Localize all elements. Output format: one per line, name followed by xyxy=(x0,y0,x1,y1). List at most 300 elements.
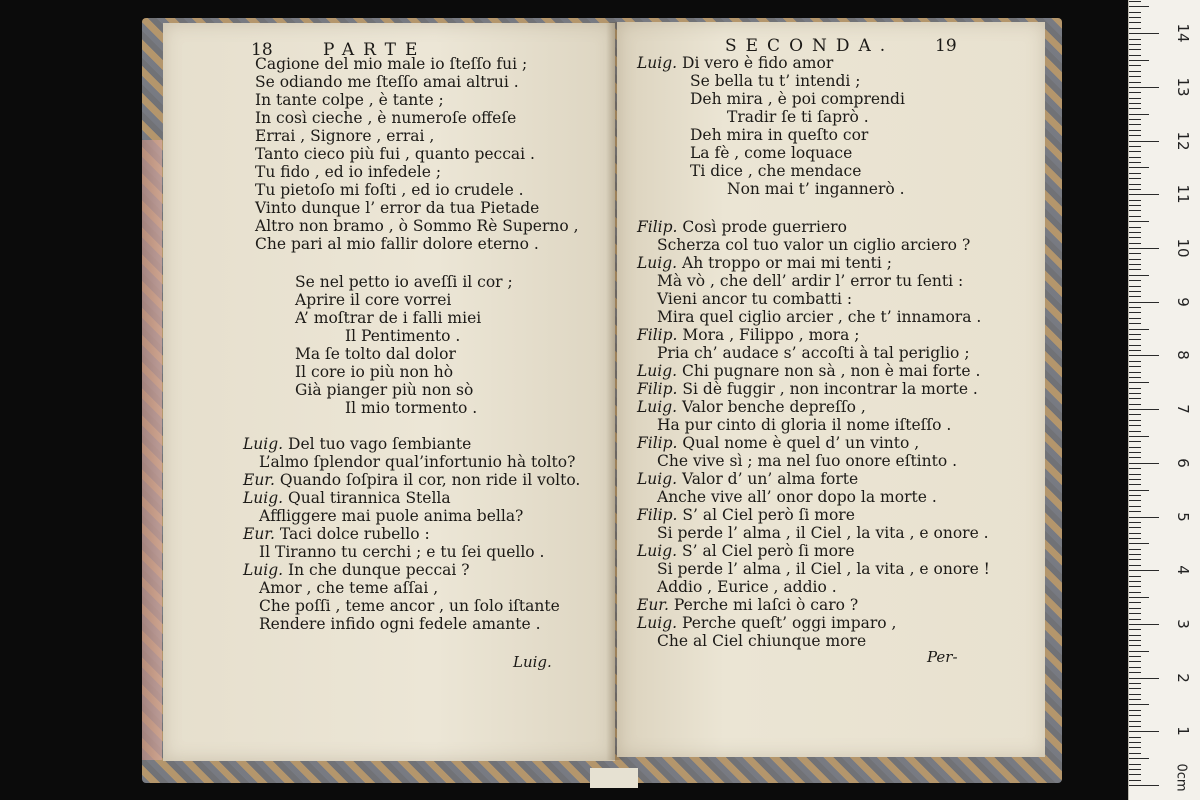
ruler-tick xyxy=(1129,377,1141,378)
catchword: Per- xyxy=(927,648,958,666)
verse-line xyxy=(243,489,451,507)
line-text: Già pianger più non sò xyxy=(295,381,474,399)
ruler-tick xyxy=(1129,124,1141,125)
verse-line xyxy=(690,162,861,180)
line-text: Amor , che teme aſſai , xyxy=(259,579,439,597)
verse-line xyxy=(690,126,868,144)
speaker-label: Filip. xyxy=(637,218,678,236)
verse-line xyxy=(295,273,513,291)
ruler-tick xyxy=(1129,522,1141,523)
ruler-tick xyxy=(1129,441,1141,442)
ruler-tick xyxy=(1129,597,1149,598)
speaker-label: Luig. xyxy=(637,398,678,416)
verse-line xyxy=(657,632,866,650)
line-text: In tante colpe , è tante ; xyxy=(255,91,444,109)
line-text: Valor d’ un’ alma forte xyxy=(677,470,859,488)
ruler-tick xyxy=(1129,275,1149,276)
ruler-tick xyxy=(1129,570,1159,571)
ruler-tick xyxy=(1129,28,1141,29)
verse-line xyxy=(243,561,470,579)
ruler-tick xyxy=(1129,490,1149,491)
ruler-tick xyxy=(1129,699,1141,700)
ruler-tick xyxy=(1129,608,1141,609)
ruler-tick xyxy=(1129,49,1141,50)
page-number: 18 xyxy=(251,40,273,60)
ruler-tick xyxy=(1129,474,1141,475)
ruler-tick xyxy=(1129,688,1141,689)
verse-line xyxy=(727,180,905,198)
ruler-tick xyxy=(1129,420,1141,421)
line-text: In che dunque peccai ? xyxy=(283,561,470,579)
speaker-label: Luig. xyxy=(637,254,678,272)
line-text: Ti dice , che mendace xyxy=(690,162,862,180)
ruler-tick xyxy=(1129,559,1141,560)
ruler-number: 4 xyxy=(1174,565,1192,575)
measuring-ruler xyxy=(1128,0,1200,800)
ruler-tick xyxy=(1129,672,1141,673)
line-text: Deh mira in queſto cor xyxy=(690,126,869,144)
ruler-tick xyxy=(1129,302,1159,303)
left-page xyxy=(163,23,615,761)
line-text: Mira quel ciglio arcier , che t’ innamora . xyxy=(657,308,982,326)
verse-line xyxy=(243,525,430,543)
line-text: Il Pentimento . xyxy=(345,327,461,345)
line-text: Qual nome è quel d’ un vinto , xyxy=(677,434,920,452)
ruler-tick xyxy=(1129,533,1141,534)
ruler-tick xyxy=(1129,329,1149,330)
line-text: Così prode guerriero xyxy=(677,218,847,236)
ruler-tick xyxy=(1129,141,1159,142)
line-text: Vinto dunque l’ error da tua Pietade xyxy=(255,199,540,217)
ruler-tick xyxy=(1129,758,1149,759)
verse-line xyxy=(345,327,460,345)
verse-line xyxy=(295,291,451,309)
verse-line xyxy=(637,380,978,398)
line-text: Il mio tormento . xyxy=(345,399,478,417)
ruler-tick xyxy=(1129,280,1141,281)
line-text: Il core io più non hò xyxy=(295,363,454,381)
verse-line xyxy=(259,543,545,561)
ruler-tick xyxy=(1129,227,1141,228)
line-text: In così cieche , è numeroſe offeſe xyxy=(255,109,517,127)
spine-tab xyxy=(590,768,638,788)
verse-line xyxy=(657,452,957,470)
ruler-number: 13 xyxy=(1174,77,1192,97)
catchword: Luig. xyxy=(513,653,552,671)
verse-line xyxy=(657,560,990,578)
ruler-tick xyxy=(1129,232,1141,233)
ruler-tick xyxy=(1129,457,1141,458)
line-text: Ma ſe tolto dal dolor xyxy=(295,345,456,363)
ruler-tick xyxy=(1129,323,1141,324)
ruler-tick xyxy=(1129,296,1141,297)
verse-line xyxy=(657,488,937,506)
ruler-tick xyxy=(1129,55,1141,56)
ruler-tick xyxy=(1129,184,1141,185)
ruler-tick xyxy=(1129,667,1141,668)
verse-line xyxy=(637,218,847,236)
verse-line xyxy=(243,435,471,453)
ruler-tick xyxy=(1129,543,1149,544)
right-page xyxy=(617,22,1045,757)
line-text: Se bella tu t’ intendi ; xyxy=(690,72,861,90)
line-text: Ha pur cinto di gloria il nome iſteſſo . xyxy=(657,416,952,434)
ruler-tick xyxy=(1129,39,1141,40)
ruler-tick xyxy=(1129,737,1141,738)
ruler-tick xyxy=(1129,640,1141,641)
ruler-tick xyxy=(1129,678,1159,679)
ruler-tick xyxy=(1129,425,1141,426)
verse-line xyxy=(657,416,951,434)
verse-line xyxy=(657,308,981,326)
ruler-tick xyxy=(1129,151,1141,152)
line-text: Altro non bramo , ò Sommo Rè Superno , xyxy=(255,217,579,235)
verse-line xyxy=(255,55,527,73)
ruler-tick xyxy=(1129,372,1141,373)
line-text: Tu pietoſo mi foſti , ed io crudele . xyxy=(255,181,524,199)
line-text: Tanto cieco più fui , quanto peccai . xyxy=(255,145,535,163)
verse-line xyxy=(637,470,858,488)
verse-line xyxy=(637,596,858,614)
ruler-tick xyxy=(1129,243,1141,244)
ruler-tick xyxy=(1129,312,1141,313)
ruler-tick xyxy=(1129,157,1141,158)
ruler-tick xyxy=(1129,565,1141,566)
verse-line xyxy=(255,199,539,217)
ruler-tick xyxy=(1129,269,1141,270)
ruler-tick xyxy=(1129,645,1141,646)
ruler-tick xyxy=(1129,409,1159,410)
ruler-tick xyxy=(1129,785,1159,786)
ruler-tick xyxy=(1129,753,1141,754)
ruler-tick xyxy=(1129,447,1141,448)
speaker-label: Eur. xyxy=(243,525,275,543)
line-text: Se odiando me ſteſſo amai altrui . xyxy=(255,73,519,91)
ruler-number: 12 xyxy=(1174,131,1192,151)
ruler-tick xyxy=(1129,388,1141,389)
ruler-tick xyxy=(1129,33,1159,34)
line-text: Chi pugnare non sà , non è mai forte . xyxy=(677,362,981,380)
ruler-number: 10 xyxy=(1174,238,1192,258)
verse-line xyxy=(295,345,456,363)
verse-line xyxy=(345,399,477,417)
verse-line xyxy=(255,181,524,199)
line-text: Che pari al mio fallir dolore eterno . xyxy=(255,235,539,253)
line-text: Che al Ciel chiunque more xyxy=(657,632,867,650)
ruler-tick xyxy=(1129,130,1141,131)
line-text: Valor benche depreſſo , xyxy=(677,398,866,416)
line-text: Rendere infido ogni fedele amante . xyxy=(259,615,541,633)
verse-line xyxy=(637,254,892,272)
ruler-tick xyxy=(1129,500,1141,501)
ruler-unit: 0cm xyxy=(1173,763,1189,792)
ruler-tick xyxy=(1129,361,1141,362)
ruler-tick xyxy=(1129,350,1141,351)
ruler-tick xyxy=(1129,726,1141,727)
speaker-label: Luig. xyxy=(637,470,678,488)
verse-line xyxy=(727,108,869,126)
verse-line xyxy=(259,453,575,471)
verse-line xyxy=(255,235,539,253)
ruler-tick xyxy=(1129,205,1141,206)
line-text: A’ moſtrar de i falli miei xyxy=(295,309,482,327)
verse-line xyxy=(690,90,905,108)
line-text: Ah troppo or mai mi tenti ; xyxy=(677,254,892,272)
line-text: Che poſſi , teme ancor , un ſolo iſtante xyxy=(259,597,560,615)
ruler-tick xyxy=(1129,307,1141,308)
ruler-tick xyxy=(1129,135,1141,136)
ruler-tick xyxy=(1129,452,1141,453)
verse-line xyxy=(690,144,852,162)
ruler-tick xyxy=(1129,774,1141,775)
ruler-tick xyxy=(1129,87,1159,88)
ruler-tick xyxy=(1129,629,1141,630)
ruler-tick xyxy=(1129,479,1141,480)
ruler-tick xyxy=(1129,162,1141,163)
verse-line xyxy=(657,272,963,290)
verse-line xyxy=(259,507,523,525)
ruler-number: 1 xyxy=(1174,726,1192,737)
ruler-tick xyxy=(1129,194,1159,195)
ruler-tick xyxy=(1129,291,1141,292)
ruler-tick xyxy=(1129,436,1149,437)
verse-line xyxy=(259,579,438,597)
ruler-tick xyxy=(1129,635,1141,636)
line-text: Tu fido , ed io infedele ; xyxy=(255,163,442,181)
ruler-tick xyxy=(1129,731,1159,732)
speaker-label: Filip. xyxy=(637,326,678,344)
ruler-tick xyxy=(1129,747,1141,748)
line-text: S’ al Ciel però ſi more xyxy=(677,506,855,524)
ruler-number: 6 xyxy=(1174,458,1192,468)
ruler-tick xyxy=(1129,414,1141,415)
ruler-tick xyxy=(1129,216,1141,217)
line-text: Anche vive all’ onor dopo la morte . xyxy=(657,488,937,506)
speaker-label: Luig. xyxy=(637,614,678,632)
line-text: Vieni ancor tu combatti : xyxy=(657,290,853,308)
ruler-tick xyxy=(1129,554,1141,555)
ruler-tick xyxy=(1129,694,1141,695)
ruler-tick xyxy=(1129,98,1141,99)
verse-line xyxy=(637,398,866,416)
ruler-tick xyxy=(1129,495,1141,496)
running-head: PARTE xyxy=(323,40,427,60)
ruler-tick xyxy=(1129,393,1141,394)
ruler-tick xyxy=(1129,506,1141,507)
line-text: Cagione del mio male io ſteſſo fui ; xyxy=(255,55,528,73)
ruler-number: 7 xyxy=(1174,404,1192,414)
speaker-label: Filip. xyxy=(637,506,678,524)
ruler-tick xyxy=(1129,431,1141,432)
speaker-label: Eur. xyxy=(637,596,669,614)
verse-line xyxy=(657,578,837,596)
ruler-tick xyxy=(1129,355,1159,356)
speaker-label: Luig. xyxy=(243,561,284,579)
ruler-tick xyxy=(1129,656,1141,657)
ruler-tick xyxy=(1129,404,1141,405)
line-text: Se nel petto io aveſſi il cor ; xyxy=(295,273,513,291)
ruler-tick xyxy=(1129,334,1141,335)
verse-line xyxy=(259,615,541,633)
verse-line xyxy=(637,542,855,560)
ruler-tick xyxy=(1129,178,1141,179)
ruler-tick xyxy=(1129,17,1141,18)
ruler-tick xyxy=(1129,22,1141,23)
ruler-tick xyxy=(1129,586,1141,587)
ruler-tick xyxy=(1129,103,1141,104)
line-text: Mora , Filippo , mora ; xyxy=(677,326,860,344)
line-text: Scherza col tuo valor un ciglio arciero ? xyxy=(657,236,971,254)
line-text: La fè , come loquace xyxy=(690,144,853,162)
line-text: Qual tirannica Stella xyxy=(283,489,451,507)
ruler-tick xyxy=(1129,661,1141,662)
ruler-tick xyxy=(1129,65,1141,66)
line-text: Taci dolce rubello : xyxy=(274,525,430,543)
verse-line xyxy=(255,91,444,109)
line-text: Si dè fuggir , non incontrar la morte . xyxy=(677,380,978,398)
line-text: Quando ſoſpira il cor, non ride il volto. xyxy=(274,471,581,489)
ruler-tick xyxy=(1129,576,1141,577)
ruler-tick xyxy=(1129,366,1141,367)
verse-line xyxy=(255,127,434,145)
cover-edge xyxy=(142,140,162,760)
verse-line xyxy=(657,344,970,362)
ruler-tick xyxy=(1129,683,1141,684)
ruler-tick xyxy=(1129,721,1141,722)
ruler-tick xyxy=(1129,264,1141,265)
line-text: Del tuo vago ſembiante xyxy=(283,435,472,453)
ruler-tick xyxy=(1129,1,1141,2)
ruler-tick xyxy=(1129,6,1149,7)
ruler-tick xyxy=(1129,60,1149,61)
speaker-label: Filip. xyxy=(637,434,678,452)
ruler-tick xyxy=(1129,318,1141,319)
line-text: Si perde l’ alma , il Ciel , la vita , e onore . xyxy=(657,524,989,542)
speaker-label: Luig. xyxy=(243,435,284,453)
line-text: L’almo ſplendor qual’infortunio hà tolto? xyxy=(259,453,576,471)
ruler-tick xyxy=(1129,780,1141,781)
ruler-tick xyxy=(1129,527,1141,528)
ruler-tick xyxy=(1129,210,1141,211)
ruler-tick xyxy=(1129,12,1141,13)
line-text: Il Tiranno tu cerchi ; e tu ſei quello . xyxy=(259,543,545,561)
ruler-number: 5 xyxy=(1174,511,1192,522)
ruler-number: 8 xyxy=(1174,350,1192,361)
ruler-tick xyxy=(1129,619,1141,620)
page-number: 19 xyxy=(935,36,957,56)
ruler-tick xyxy=(1129,119,1141,120)
line-text: Di vero è fido amor xyxy=(677,54,834,72)
verse-line xyxy=(657,524,989,542)
verse-line xyxy=(657,290,852,308)
speaker-label: Eur. xyxy=(243,471,275,489)
ruler-tick xyxy=(1129,742,1141,743)
line-text: Deh mira , è poi comprendi xyxy=(690,90,905,108)
ruler-tick xyxy=(1129,200,1141,201)
verse-line xyxy=(243,471,580,489)
ruler-tick xyxy=(1129,468,1141,469)
ruler-tick xyxy=(1129,398,1141,399)
ruler-tick xyxy=(1129,517,1159,518)
verse-line xyxy=(255,73,519,91)
ruler-tick xyxy=(1129,71,1141,72)
speaker-label: Luig. xyxy=(637,362,678,380)
ruler-tick xyxy=(1129,76,1141,77)
ruler-tick xyxy=(1129,710,1141,711)
line-text: Che vive sì ; ma nel ſuo onore eſtinto . xyxy=(657,452,958,470)
ruler-tick xyxy=(1129,82,1141,83)
ruler-tick xyxy=(1129,259,1141,260)
ruler-tick xyxy=(1129,237,1141,238)
ruler-tick xyxy=(1129,538,1141,539)
ruler-tick xyxy=(1129,92,1141,93)
ruler-tick xyxy=(1129,704,1149,705)
line-text: Si perde l’ alma , il Ciel , la vita , e onore ! xyxy=(657,560,990,578)
ruler-tick xyxy=(1129,715,1141,716)
verse-line xyxy=(690,72,860,90)
speaker-label: Luig. xyxy=(243,489,284,507)
ruler-tick xyxy=(1129,764,1141,765)
ruler-tick xyxy=(1129,463,1159,464)
ruler-tick xyxy=(1129,173,1141,174)
ruler-tick xyxy=(1129,613,1141,614)
ruler-tick xyxy=(1129,549,1141,550)
verse-line xyxy=(295,309,481,327)
verse-line xyxy=(255,217,579,235)
line-text: Perche mi laſci ò caro ? xyxy=(668,596,859,614)
verse-line xyxy=(255,163,441,181)
ruler-number: 14 xyxy=(1174,23,1192,43)
verse-line xyxy=(259,597,560,615)
verse-line xyxy=(637,614,896,632)
line-text: Errai , Signore , errai , xyxy=(255,127,435,145)
ruler-number: 3 xyxy=(1174,619,1192,629)
ruler-tick xyxy=(1129,484,1141,485)
line-text: Non mai t’ ingannerò . xyxy=(727,180,905,198)
ruler-tick xyxy=(1129,44,1141,45)
ruler-tick xyxy=(1129,581,1141,582)
verse-line xyxy=(637,434,919,452)
ruler-tick xyxy=(1129,286,1141,287)
verse-line xyxy=(255,145,535,163)
ruler-tick xyxy=(1129,592,1141,593)
ruler-tick xyxy=(1129,602,1141,603)
ruler-tick xyxy=(1129,651,1149,652)
ruler-tick xyxy=(1129,167,1149,168)
ruler-tick xyxy=(1129,511,1141,512)
line-text: S’ al Ciel però ſi more xyxy=(677,542,855,560)
ruler-tick xyxy=(1129,769,1141,770)
running-head: SECONDA. xyxy=(725,36,895,56)
ruler-tick xyxy=(1129,382,1149,383)
ruler-tick xyxy=(1129,146,1141,147)
verse-line xyxy=(295,363,453,381)
verse-line xyxy=(637,54,833,72)
line-text: Tradir ſe ti ſaprò . xyxy=(727,108,869,126)
line-text: Pria ch’ audace s’ accoſti à tal periglio ; xyxy=(657,344,970,362)
line-text: Addio , Eurice , addio . xyxy=(657,578,837,596)
ruler-tick xyxy=(1129,114,1149,115)
ruler-number: 2 xyxy=(1174,672,1192,683)
speaker-label: Luig. xyxy=(637,54,678,72)
verse-line xyxy=(255,109,516,127)
line-text: Mà vò , che dell’ ardir l’ error tu ſenti : xyxy=(657,272,964,290)
verse-line xyxy=(637,362,980,380)
line-text: Aprire il core vorrei xyxy=(295,291,452,309)
verse-line xyxy=(637,506,855,524)
speaker-label: Filip. xyxy=(637,380,678,398)
ruler-tick xyxy=(1129,221,1149,222)
